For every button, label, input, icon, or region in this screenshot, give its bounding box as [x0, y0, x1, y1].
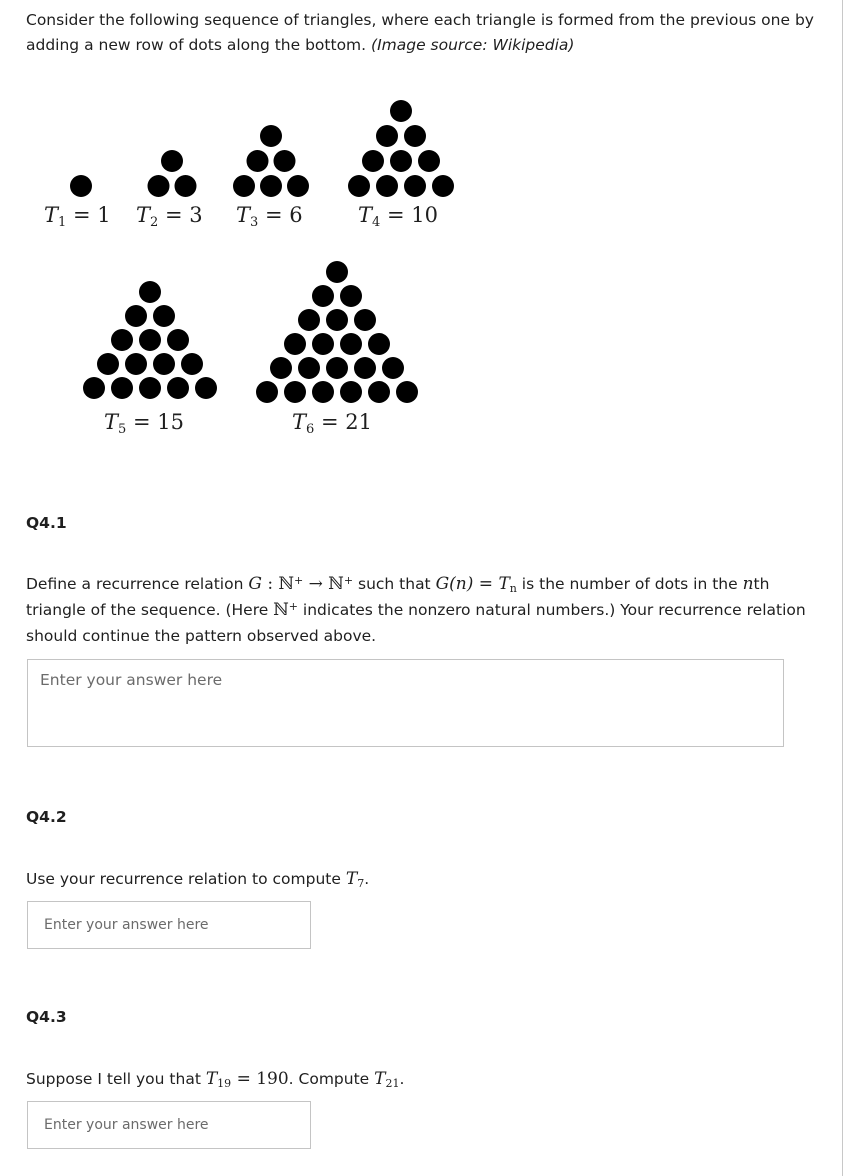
- dot-t3: [287, 175, 309, 197]
- dot-t5: [139, 329, 161, 351]
- dot-t6: [326, 357, 348, 379]
- q1-heading: Q4.1: [26, 514, 67, 532]
- dot-t3: [260, 125, 282, 147]
- dot-t3: [274, 150, 296, 172]
- dot-t4: [376, 125, 398, 147]
- dot-t6: [354, 357, 376, 379]
- dot-t6: [284, 333, 306, 355]
- dot-t4: [390, 150, 412, 172]
- dot-t5: [153, 353, 175, 375]
- label-t6: $T_6 = 21$: [292, 410, 373, 437]
- dot-t5: [181, 353, 203, 375]
- dot-t5: [195, 377, 217, 399]
- intro-text: Consider the following sequence of triangles, where each triangle is formed from the previous one by adding a new row of dots along the bottom. (Image source: Wikipedia): [26, 11, 814, 54]
- dot-t6: [368, 381, 390, 403]
- dot-t6: [312, 333, 334, 355]
- dot-t2: [148, 175, 170, 197]
- dot-t5: [125, 353, 147, 375]
- dot-t6: [312, 285, 334, 307]
- dot-t6: [270, 357, 292, 379]
- dot-t3: [260, 175, 282, 197]
- q2-heading: Q4.2: [26, 808, 67, 826]
- dot-t5: [139, 281, 161, 303]
- q2-answer-field[interactable]: [27, 901, 311, 949]
- dot-t6: [326, 309, 348, 331]
- dot-t5: [167, 377, 189, 399]
- dot-t4: [404, 125, 426, 147]
- q2-prompt: Use your recurrence relation to compute $T_7$.: [26, 869, 370, 890]
- dot-t4: [432, 175, 454, 197]
- dot-t5: [83, 377, 105, 399]
- dot-t6: [340, 381, 362, 403]
- label-t3: $T_3 = 6$: [236, 203, 303, 230]
- dot-t6: [340, 333, 362, 355]
- dot-t5: [139, 377, 161, 399]
- dot-t6: [298, 357, 320, 379]
- q3-prompt: Suppose I tell you that $T_{19} = 190$. Compute $T_{21}$.: [26, 1069, 405, 1090]
- dot-t6: [256, 381, 278, 403]
- dot-t6: [354, 309, 376, 331]
- dot-t6: [326, 261, 348, 283]
- dot-t5: [167, 329, 189, 351]
- label-t4: $T_4 = 10$: [358, 203, 439, 230]
- dot-t4: [390, 100, 412, 122]
- q3-answer-field[interactable]: [27, 1101, 311, 1149]
- dot-t5: [125, 305, 147, 327]
- dot-t6: [340, 285, 362, 307]
- dot-t2: [161, 150, 183, 172]
- q1-answer-field[interactable]: [27, 659, 784, 747]
- dot-t6: [298, 309, 320, 331]
- dot-t4: [404, 175, 426, 197]
- image-source: (Image source: Wikipedia): [371, 36, 575, 54]
- dot-t5: [97, 353, 119, 375]
- q1-prompt: Define a recurrence relation G : ℕ+ → ℕ+ such that $G(n) = T_n$ is the number of dots in the nth triangle of the sequence. (Here ℕ+ indicates the nonzero natural numbers.) Your recurrence relation should continue the pattern observed above.: [26, 574, 806, 645]
- label-t1: $T_1 = 1$: [44, 203, 111, 230]
- dot-t6: [368, 333, 390, 355]
- triangular-numbers-figure: [0, 90, 846, 410]
- q3-heading: Q4.3: [26, 1008, 67, 1026]
- dot-t4: [418, 150, 440, 172]
- dot-t6: [284, 381, 306, 403]
- dot-t4: [362, 150, 384, 172]
- dot-t3: [233, 175, 255, 197]
- dot-t6: [382, 357, 404, 379]
- dot-t6: [312, 381, 334, 403]
- label-t5: $T_5 = 15$: [104, 410, 185, 437]
- dot-t3: [247, 150, 269, 172]
- dot-t5: [111, 329, 133, 351]
- dot-t6: [396, 381, 418, 403]
- label-t2: $T_2 = 3$: [136, 203, 203, 230]
- dot-t4: [348, 175, 370, 197]
- dot-t5: [111, 377, 133, 399]
- dot-t4: [376, 175, 398, 197]
- dot-t2: [175, 175, 197, 197]
- dot-t5: [153, 305, 175, 327]
- dot-t1: [70, 175, 92, 197]
